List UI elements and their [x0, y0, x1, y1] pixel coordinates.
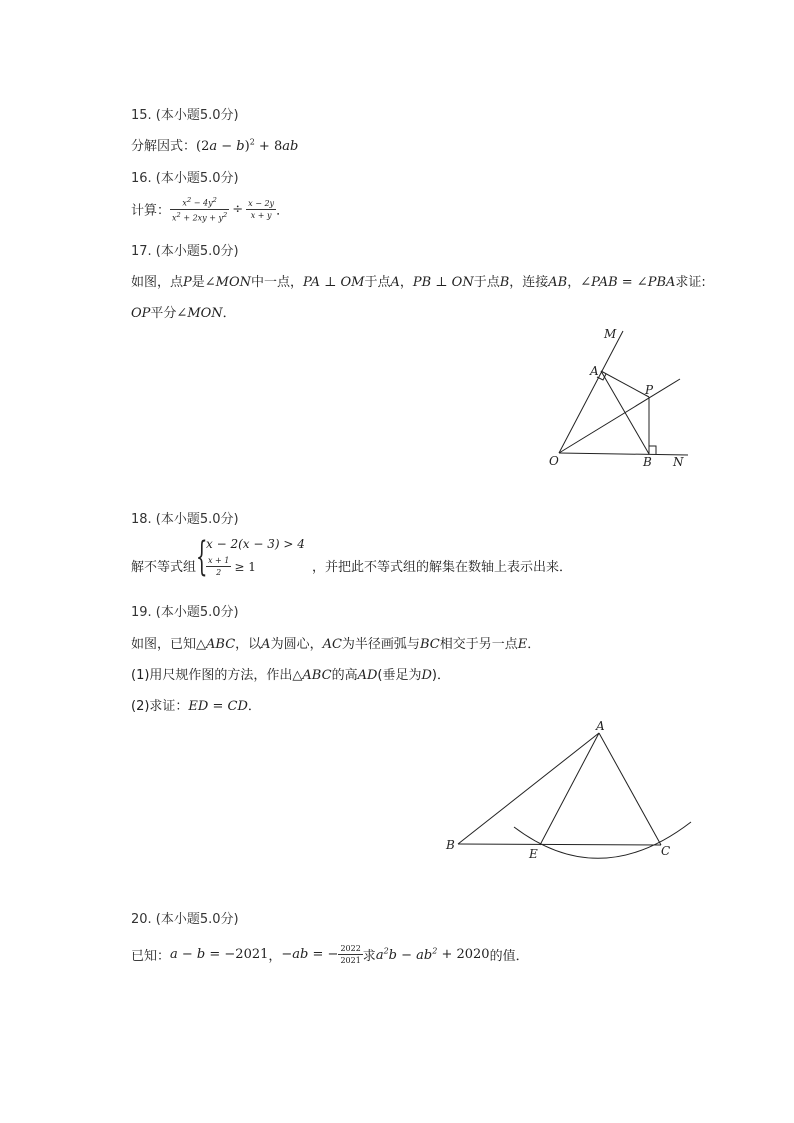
q17-heading: 17. (本小题5.0分) [131, 244, 239, 259]
q15-text [131, 135, 298, 154]
q18-stem-b: ，并把此不等式组的解集在数轴上表示出来． [312, 560, 573, 575]
q15-heading: 15. (本小题5.0分) [131, 108, 239, 123]
q15-expression: $(2a - b)^2 + 8ab$ [196, 137, 299, 154]
q19-line2: (1)用尺规作图的方法，作出△ABC的高AD(垂足为D)． [131, 668, 450, 683]
q19-line1: 如图，已知△ABC，以A为圆心，AC为半径画弧与BC相交于另一点E． [131, 637, 541, 652]
q16-fraction-2: $\frac{x - 2y}{x + y}$ [248, 198, 275, 220]
label-B: B [446, 838, 455, 852]
q18-stem-a: 解不等式组 [131, 560, 197, 575]
q20-heading: 20. (本小题5.0分) [131, 912, 239, 927]
q16-divide: ÷ [232, 201, 244, 217]
q15-stem: 分解因式： [131, 139, 197, 154]
label-E: E [529, 847, 538, 861]
q16-fraction-1: $\frac{x^2 - 4y^2}{x^2 + 2xy + y^2}$ [172, 196, 228, 223]
q19-figure [440, 715, 700, 865]
q16-heading: 16. (本小题5.0分) [131, 171, 239, 186]
label-A: A [590, 364, 599, 378]
label-A: A [596, 719, 605, 733]
q18-inequality-1: x − 2(x − 3) > 4 [206, 537, 305, 551]
label-O: O [549, 454, 559, 468]
label-N: N [673, 455, 684, 469]
label-P: P [645, 383, 654, 397]
q17-line1: 如图，点P是∠MON中一点，PA ⊥ OM于点A，PB ⊥ ON于点B，连接AB，∠PAB = ∠PBA求证: [131, 275, 706, 290]
q18-heading: 18. (本小题5.0分) [131, 512, 239, 527]
label-M: M [604, 327, 617, 341]
q17-figure [540, 322, 700, 472]
label-C: C [661, 844, 671, 858]
q18-brace: { [196, 534, 208, 580]
q18-inequality-2: $\frac{x + 1}{2}$ ≥ 1 [208, 556, 256, 577]
q16-stem: 计算： [131, 203, 171, 219]
q19-heading: 19. (本小题5.0分) [131, 605, 239, 620]
q16-text: 计算： $\frac{x^2 - 4y^2}{x^2 + 2xy + y^2}$ ÷ $\frac{x - 2y}{x + y}$ ． [131, 196, 290, 223]
q19-line3: (2)求证：ED = CD． [131, 699, 261, 714]
q17-line2: OP平分∠MON． [131, 306, 236, 321]
q20-text: 已知：a − b = −2021，−ab = − $\frac{2022}{2021}$ 求$a^2b - ab^2 + 2020$的值． [131, 944, 529, 965]
label-B: B [643, 455, 652, 469]
